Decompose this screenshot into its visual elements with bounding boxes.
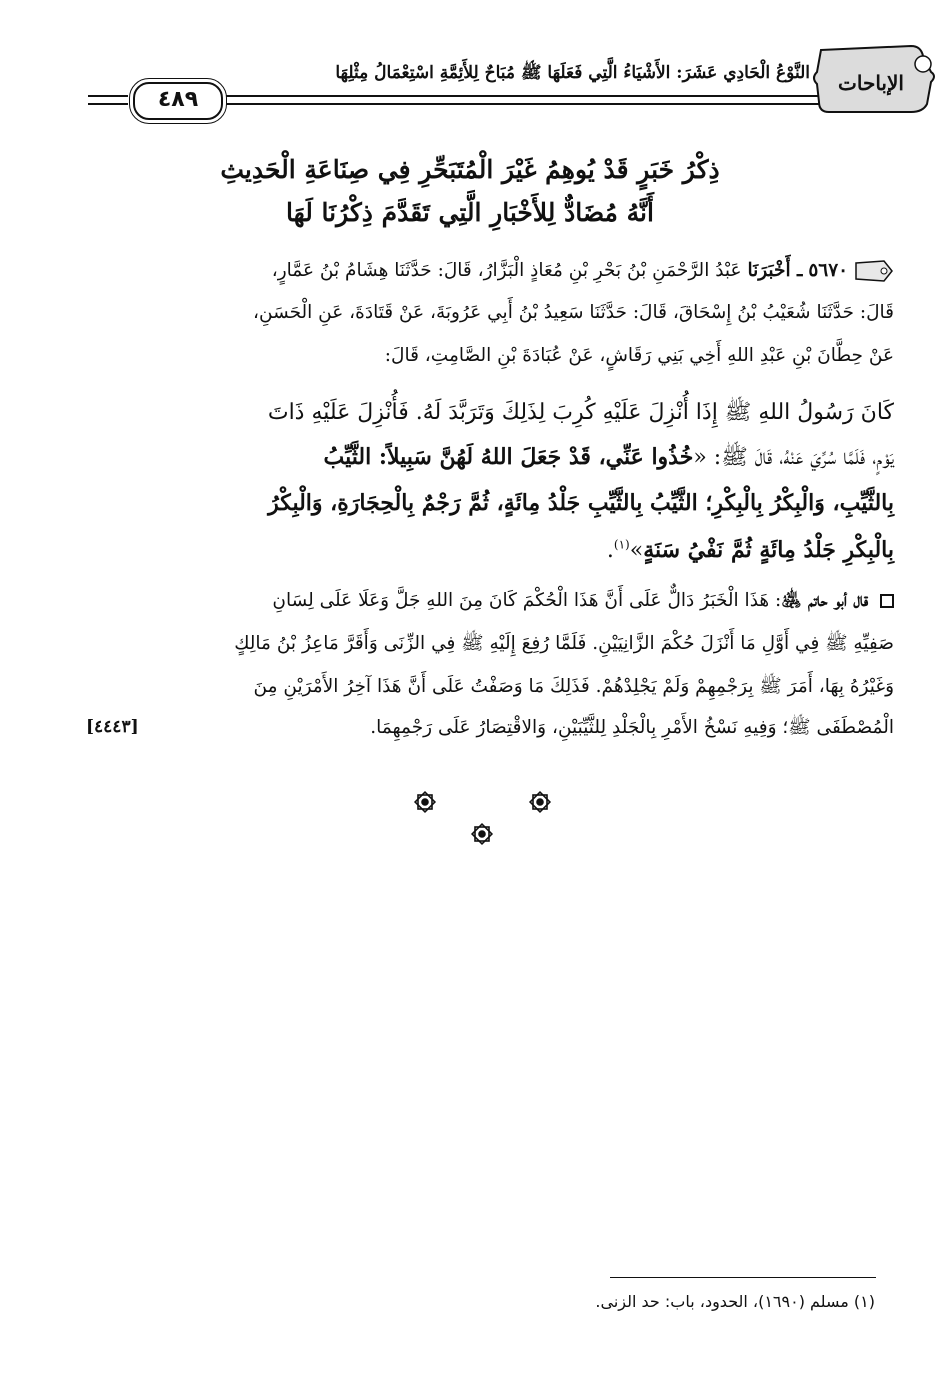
ornament-icon	[470, 822, 494, 846]
matn-line-4-bold: بِالْبِكْرِ جَلْدُ مِائَةٍ ثُمَّ نَفْيُ سَنَةٍ	[643, 537, 894, 563]
header-rule-left-top	[88, 95, 128, 97]
comment-line-3: وَغَيْرُهُ بِهَا، أَمَرَ ﷺ بِرَجْمِهِمْ وَلَمْ يَجْلِدْهُمْ. فَذَلِكَ مَا وَصَفْتُ عَلَى أَنَّ هَذَا آخِرُ الأَمْرَيْنِ مِنَ	[253, 676, 894, 697]
reference-number: [٤٤٤٣]	[86, 717, 139, 737]
matn-line-2	[86, 443, 894, 475]
svg-text:الإباحات: الإباحات	[838, 71, 904, 95]
matn-line-2-plain: يَوْمٍ، فَلَمَّا سُرِّيَ عَنْهُ، قَالَ ﷺ: «	[693, 445, 894, 470]
section-badge-icon	[811, 42, 939, 116]
isnad-line-2: قَالَ: حَدَّثَنَا شُعَيْبُ بْنُ إِسْحَاقَ، قَالَ: حَدَّثَنَا سَعِيدُ بْنُ أَبِي عَرُوبَةَ، عَنْ قَتَادَةَ، عَنِ الْحَسَنِ،	[253, 302, 894, 323]
comment-speaker: قال أبو حاتم ﵁	[781, 590, 869, 611]
matn-line-3: بِالثَّيِّبِ، وَالْبِكْرُ بِالْبِكْرِ؛ الثَّيِّبُ بِالثَّيِّبِ جَلْدُ مِائَةٍ، ثُمَّ رَجْمٌ بِالْحِجَارَةِ، وَالْبِكْرُ	[268, 490, 894, 516]
header-rule-main-bottom	[226, 103, 820, 105]
page-number: ٤٨٩	[133, 82, 223, 120]
matn-line-1: كَانَ رَسُولُ اللهِ ﷺ إِذَا أُنْزِلَ عَلَيْهِ كُرِبَ لِذَلِكَ وَتَرَبَّدَ لَهُ. فَأُنْزِلَ عَلَيْهِ ذَاتَ	[267, 400, 894, 425]
isnad-line-1: ٥٦٧٠ ـ أَخْبَرَنَا عَبْدُ الرَّحْمَنِ بْنُ بَحْرِ بْنِ مُعَاذٍ الْبَزَّارُ، قَالَ: حَدَّثَنَا هِشَامُ بْنُ عَمَّارٍ،	[86, 258, 894, 284]
isnad-text-1: عَبْدُ الرَّحْمَنِ بْنُ بَحْرِ بْنِ مُعَاذٍ الْبَزَّارُ، قَالَ: حَدَّثَنَا هِشَامُ بْنُ عَمَّارٍ،	[271, 260, 742, 281]
ornament-icon	[413, 790, 437, 814]
matn-quote-close: »	[629, 538, 644, 563]
header-rule-left-bottom	[88, 103, 128, 105]
header-rule-main-top	[226, 95, 820, 97]
matn-line-2-bold: خُذُوا عَنِّي، قَدْ جَعَلَ اللهُ لَهُنَّ سَبِيلاً: الثَّيِّبُ	[323, 444, 694, 470]
hadith-number: ٥٦٧٠	[808, 260, 849, 281]
comment-text-1: : هَذَا الْخَبَرُ دَالٌّ عَلَى أَنَّ هَذَا الْحُكْمَ كَانَ مِنَ اللهِ جَلَّ وَعَلَا عَلَى لِسَانِ	[272, 590, 782, 611]
running-title: النَّوْعُ الْحَادِي عَشَرَ: الأَشْيَاءُ الَّتِي فَعَلَهَا ﷺ مُبَاحٌ لِلأَئِمَّةِ اسْتِعْمَالُ مِثْلِهَا	[335, 63, 810, 83]
hadith-tag-icon	[854, 258, 894, 284]
matn-line-4	[86, 537, 894, 563]
footnote: (١) مسلم (١٦٩٠)، الحدود، باب: حد الزنى.	[595, 1292, 875, 1311]
footnote-marker: (١)	[613, 537, 630, 552]
isnad-line-3: عَنْ حِطَّانَ بْنِ عَبْدِ اللهِ أَخِي بَنِي رَقَاشٍ، عَنْ عُبَادَةَ بْنِ الصَّامِتِ، قَالَ:	[384, 345, 894, 366]
footnote-rule	[610, 1277, 876, 1278]
akhbarana-label: أَخْبَرَنَا	[747, 260, 791, 281]
comment-line-1	[86, 590, 894, 616]
comment-line-2: صَفِيِّهِ ﷺ فِي أَوَّلِ مَا أَنْزَلَ حُكْمَ الزَّانِيَيْنِ. فَلَمَّا رُفِعَ إِلَيْهِ ﷺ فِي الزِّنَى وَأَقَرَّ مَاعِزُ بْنُ مَالِكٍ	[234, 633, 894, 654]
matn-line-4-tail: .	[606, 538, 614, 563]
square-bullet-icon	[880, 594, 894, 608]
ornament-icon	[528, 790, 552, 814]
section-title-line-1: ذِكْرُ خَبَرٍ قَدْ يُوهِمُ غَيْرَ الْمُتَبَحِّرِ فِي صِنَاعَةِ الْحَدِيثِ	[220, 155, 720, 184]
comment-line-4: الْمُصْطَفَى ﷺ؛ وَفِيهِ نَسْخُ الأَمْرِ بِالْجَلْدِ لِلثَّيِّبَيْنِ، وَالاقْتِصَارُ عَلَى رَجْمِهِمَا.	[370, 717, 894, 738]
section-title-line-2: أَنَّهُ مُضَادٌّ لِلأَخْبَارِ الَّتِي تَقَدَّمَ ذِكْرُنَا لَهَا	[286, 198, 654, 227]
